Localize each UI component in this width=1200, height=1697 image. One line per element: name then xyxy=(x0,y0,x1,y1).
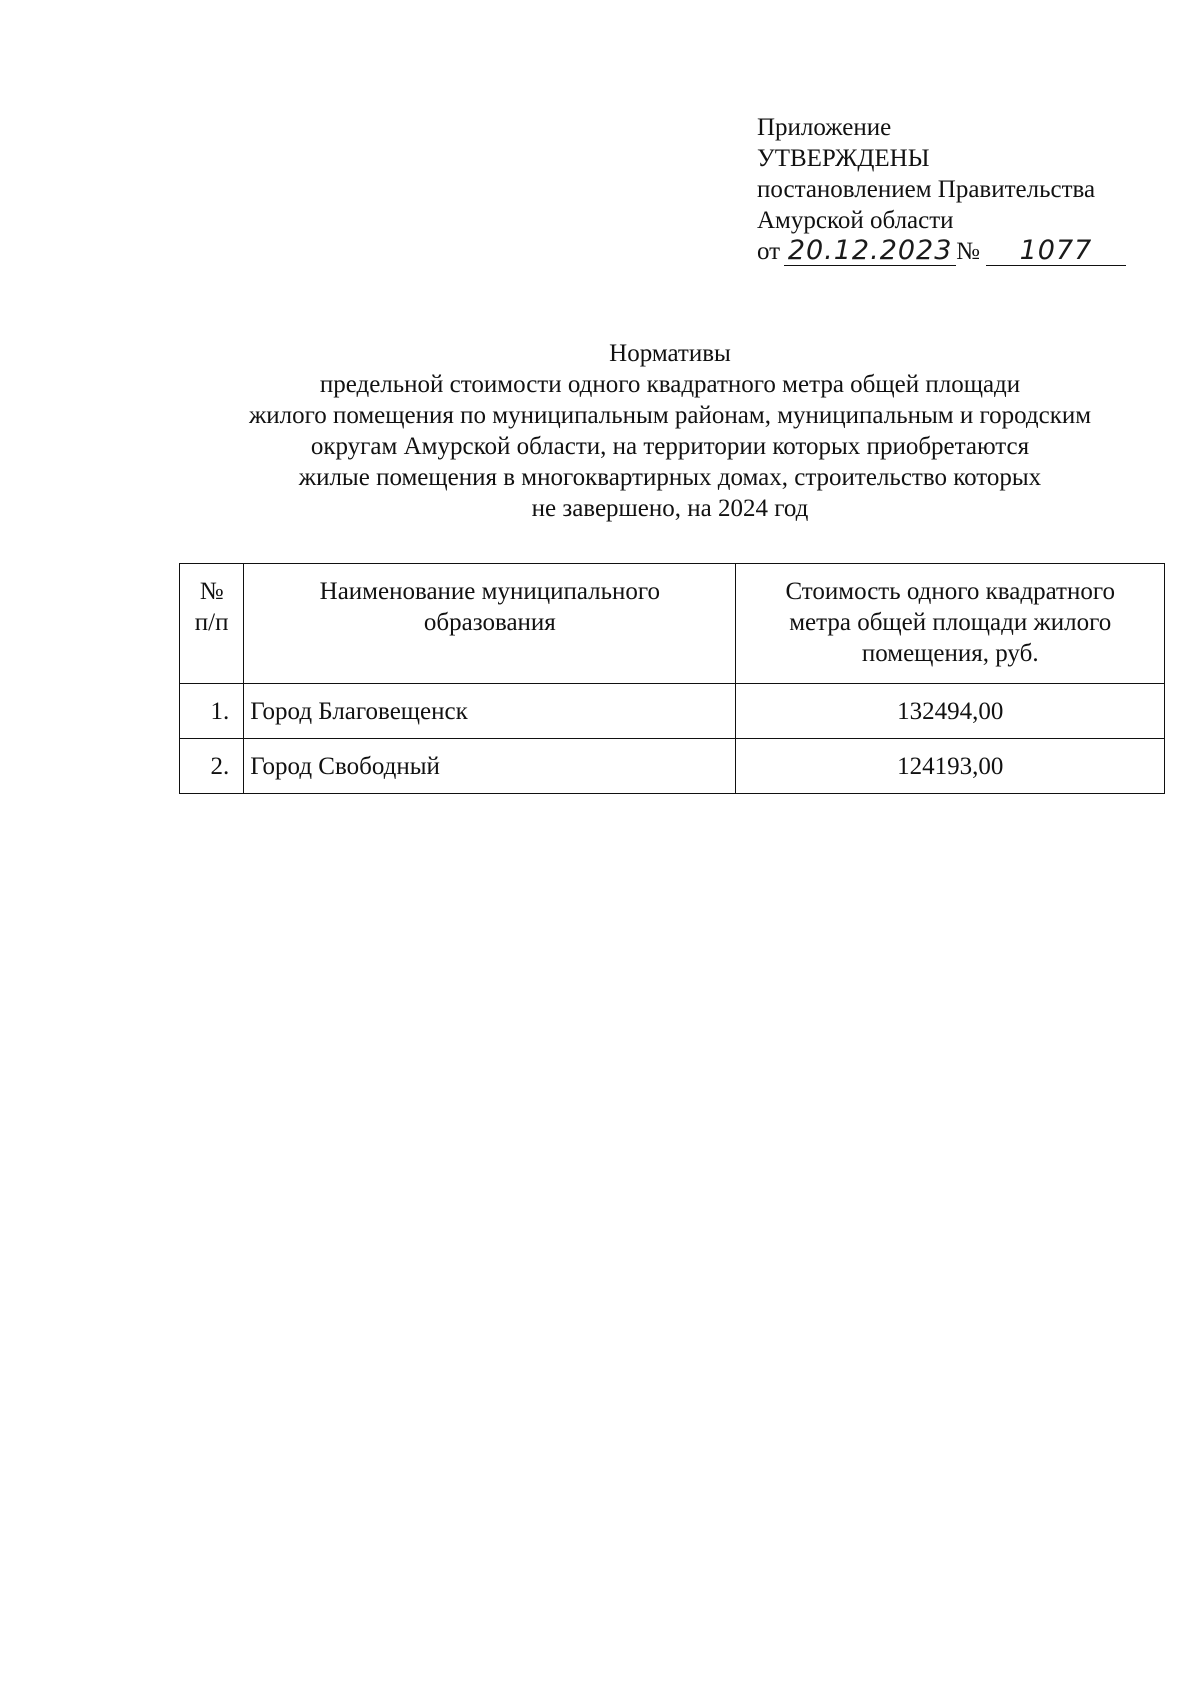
table-row xyxy=(180,739,1165,794)
date-number-line xyxy=(757,236,1177,270)
handwritten-date: 20.12.2023 xyxy=(784,237,956,266)
document-title xyxy=(170,338,1170,524)
header-cost-line: Стоимость одного квадратного xyxy=(785,578,1115,605)
row-name: Город Благовещенск xyxy=(244,684,736,739)
row-name: Город Свободный xyxy=(244,739,736,794)
row-number: 2. xyxy=(180,739,244,794)
header-number xyxy=(180,564,244,684)
approval-stamp-block xyxy=(757,112,1177,270)
header-name-line: образования xyxy=(423,609,556,636)
region-label: Амурской области xyxy=(757,207,954,234)
row-number: 1. xyxy=(180,684,244,739)
header-name xyxy=(244,564,736,684)
date-prefix: от xyxy=(757,238,781,265)
header-cost-line: помещения, руб. xyxy=(861,640,1039,667)
header-cost-line: метра общей площади жилого xyxy=(789,609,1112,636)
table-row xyxy=(180,684,1165,739)
number-label: № xyxy=(956,238,980,265)
title-line: не завершено, на 2024 год xyxy=(531,495,809,522)
resolution-label: постановлением Правительства xyxy=(757,176,1096,203)
header-number-line: № xyxy=(199,578,224,605)
title-line: жилые помещения в многоквартирных домах, строительство которых xyxy=(298,464,1042,491)
handwritten-number: 1077 xyxy=(986,237,1126,266)
title-line: предельной стоимости одного квадратного метра общей площади xyxy=(319,371,1021,398)
header-cost xyxy=(736,564,1165,684)
table-header-row xyxy=(180,564,1165,684)
header-name-line: Наименование муниципального xyxy=(319,578,661,605)
row-cost: 132494,00 xyxy=(736,684,1165,739)
header-number-line: п/п xyxy=(194,609,229,636)
title-line: жилого помещения по муниципальным районам, муниципальным и городским xyxy=(248,402,1092,429)
approved-label: УТВЕРЖДЕНЫ xyxy=(757,145,930,172)
title-line: округам Амурской области, на территории которых приобретаются xyxy=(310,433,1030,460)
appendix-label: Приложение xyxy=(757,114,892,141)
cost-table xyxy=(179,563,1165,794)
title-line: Нормативы xyxy=(609,340,731,367)
row-cost: 124193,00 xyxy=(736,739,1165,794)
